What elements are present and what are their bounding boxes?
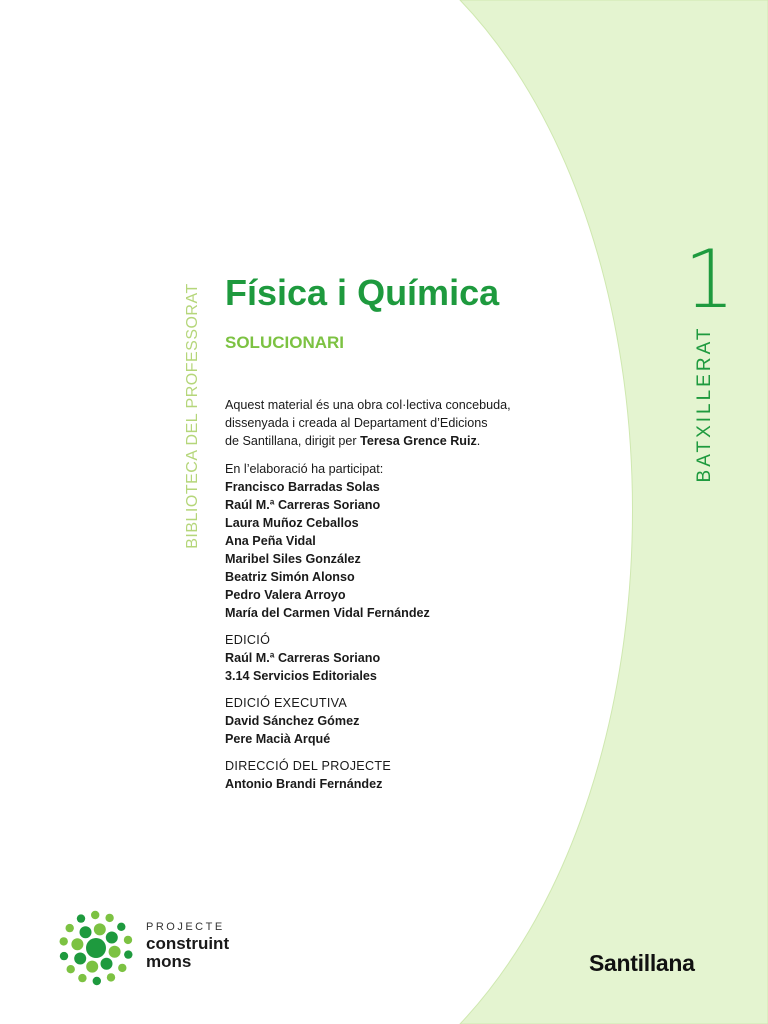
logo-dot	[86, 961, 98, 973]
edicio-heading: EDICIÓ	[225, 633, 271, 647]
intro-line-2: dissenyada i creada al Departament d’Edicions	[225, 416, 488, 430]
director-name: Teresa Grence Ruiz	[360, 434, 477, 448]
edicio-executiva-heading: EDICIÓ EXECUTIVA	[225, 696, 348, 710]
participant-name: Pedro Valera Arroyo	[225, 588, 346, 602]
logo-dot	[124, 950, 132, 958]
course-number: 1	[684, 233, 735, 326]
spine-label-left: BIBLIOTECA DEL PROFESSORAT	[184, 283, 201, 549]
logo-dot	[66, 924, 74, 932]
edicio-name: Raúl M.ª Carreras Soriano	[225, 651, 381, 665]
logo-dot	[105, 914, 113, 922]
project-logo-text	[146, 922, 229, 970]
publisher-logo: Santillana	[589, 950, 695, 976]
spine-label-right: BATXILLERAT	[694, 325, 715, 483]
logo-dot	[124, 936, 132, 944]
logo-dot	[77, 914, 85, 922]
logo-dot	[93, 977, 101, 985]
logo-dot	[60, 952, 68, 960]
logo-dot	[91, 911, 99, 919]
logo-dot	[101, 958, 113, 970]
participant-name: Maribel Siles González	[225, 552, 361, 566]
participants-section	[225, 460, 565, 622]
participant-name: Francisco Barradas Solas	[225, 480, 380, 494]
logo-dot	[94, 923, 106, 935]
logo-dot	[71, 938, 83, 950]
intro-line-3-prefix: de Santillana, dirigit per	[225, 434, 361, 448]
credits-block	[225, 396, 565, 793]
edicio-executiva-section	[225, 694, 565, 748]
participants-heading: En l’elaboració ha participat:	[225, 462, 384, 476]
logo-dot	[80, 926, 92, 938]
dots-circle-logo-icon	[54, 908, 140, 988]
edicio-executiva-name: Pere Macià Arqué	[225, 732, 331, 746]
participant-name: Beatriz Simón Alonso	[225, 570, 355, 584]
logo-dot	[86, 938, 106, 958]
edicio-name: 3.14 Servicios Editoriales	[225, 669, 377, 683]
logo-dot	[74, 953, 86, 965]
logo-line-1: PROJECTE	[146, 921, 225, 933]
intro-line-3-suffix: .	[476, 434, 481, 448]
logo-dot	[78, 974, 86, 982]
participant-name: María del Carmen Vidal Fernández	[225, 606, 430, 620]
logo-dot	[60, 937, 68, 945]
page-subtitle: SOLUCIONARI	[225, 333, 344, 352]
direccio-heading: DIRECCIÓ DEL PROJECTE	[225, 759, 392, 773]
edicio-executiva-name: David Sánchez Gómez	[225, 714, 360, 728]
direccio-section	[225, 757, 565, 793]
intro-line-1: Aquest material és una obra col·lectiva concebuda,	[225, 398, 511, 412]
logo-dot	[67, 965, 75, 973]
logo-dot	[117, 923, 125, 931]
logo-dot	[106, 932, 118, 944]
logo-line-2: construint	[146, 934, 230, 953]
participant-name: Laura Muñoz Ceballos	[225, 516, 359, 530]
participant-name: Raúl M.ª Carreras Soriano	[225, 498, 381, 512]
logo-dot	[118, 964, 126, 972]
logo-dot	[109, 946, 121, 958]
logo-line-3: mons	[146, 952, 192, 971]
intro-paragraph	[225, 396, 565, 450]
edicio-section	[225, 631, 565, 685]
page-title: Física i Química	[225, 272, 500, 313]
participant-name: Ana Peña Vidal	[225, 534, 316, 548]
logo-dot	[107, 973, 115, 981]
direccio-name: Antonio Brandi Fernández	[225, 777, 383, 791]
